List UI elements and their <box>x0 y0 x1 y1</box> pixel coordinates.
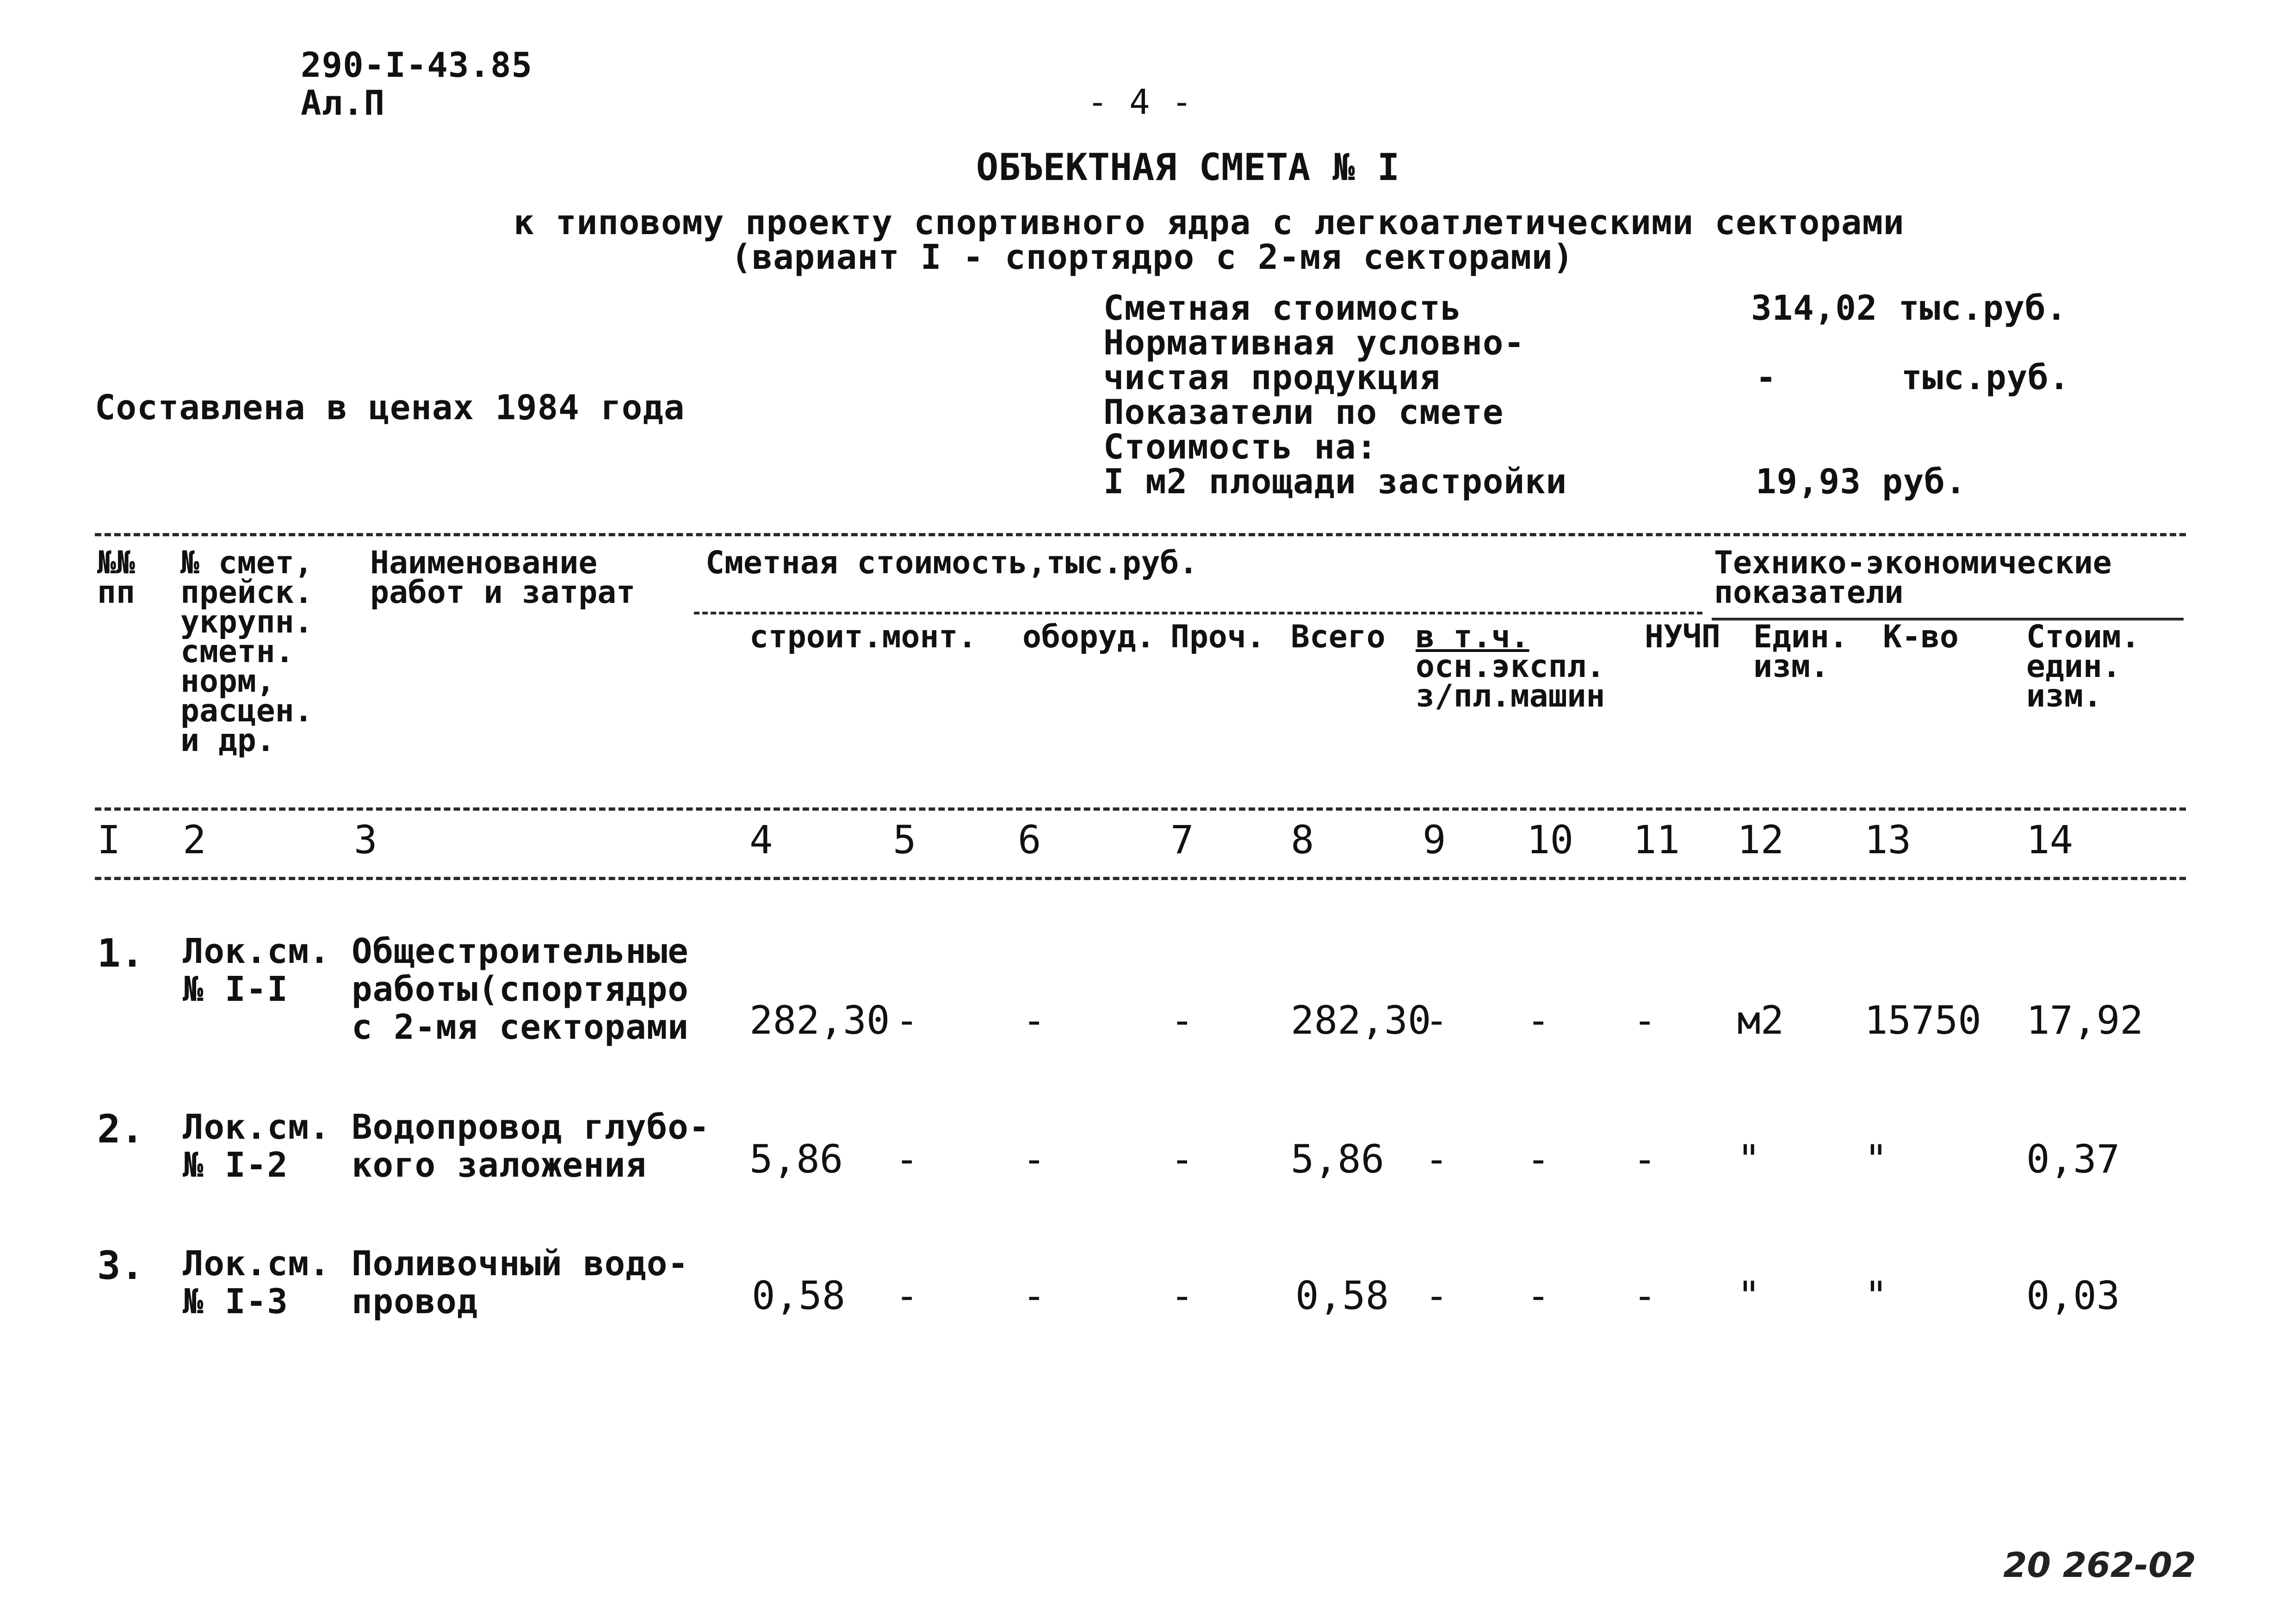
header-proch: Проч. <box>1170 619 1265 655</box>
row-vsego: 0,58 <box>1295 1273 1389 1318</box>
row-quantity: " <box>1864 1136 1888 1182</box>
row-oborud: - <box>1022 1273 1046 1318</box>
header-bottom-rule <box>95 807 2186 811</box>
row-unit: " <box>1737 1136 1761 1182</box>
document-title: ОБЪЕКТНАЯ СМЕТА № I <box>976 146 1400 189</box>
header-col-ref: № смет, прейск. укрупн. сметн. норм, расцен. и др. <box>180 545 313 759</box>
column-numbers-bottom-rule <box>95 877 2186 880</box>
header-col-name: Наименование работ и затрат <box>370 545 636 611</box>
row-col10: - <box>1527 1273 1550 1318</box>
footer-stamp: 20 262-02 <box>2003 1545 2196 1585</box>
header-nuchp: НУЧП <box>1645 619 1720 655</box>
row-estimate-ref: Лок.см. № I-I <box>183 931 330 1009</box>
column-number: 3 <box>354 817 378 862</box>
column-number: 13 <box>1864 817 1912 862</box>
row-work-name: Водопровод глубо- кого заложения <box>352 1107 710 1185</box>
row-vtch: - <box>1425 1136 1448 1182</box>
row-vsego: 5,86 <box>1291 1136 1385 1182</box>
summary-indicators-label: Показатели по смете <box>1103 392 1504 432</box>
compiled-in-prices: Составлена в ценах 1984 года <box>95 388 685 428</box>
header-group-tech: Технико-экономические показатели <box>1714 545 2112 611</box>
summary-cost-value: 314,02 тыс.руб. <box>1751 288 2067 328</box>
row-unit-cost: 0,03 <box>2026 1273 2120 1318</box>
row-stroit: 0,58 <box>752 1273 846 1318</box>
album-number: Ал.П <box>301 83 385 123</box>
page-number: - 4 - <box>1087 82 1193 122</box>
row-work-name: Общестроительные работы(спортядро с 2-мя секторами <box>352 931 689 1047</box>
header-kvo: К-во <box>1883 619 1959 655</box>
summary-normative-dash: - <box>1756 358 1777 397</box>
row-proch: - <box>1170 1273 1194 1318</box>
column-number: 6 <box>1018 817 1041 862</box>
summary-cost-label: Сметная стоимость <box>1103 288 1462 328</box>
header-vsego: Всего <box>1291 619 1386 655</box>
row-quantity: " <box>1864 1273 1888 1318</box>
row-number: 3. <box>97 1243 144 1288</box>
summary-normative-unit: тыс.руб. <box>1901 358 2070 397</box>
row-quantity: 15750 <box>1864 998 1981 1043</box>
row-nuchp: - <box>1633 1136 1657 1182</box>
row-estimate-ref: Лок.см. № I-3 <box>183 1244 330 1322</box>
column-number: 2 <box>183 817 206 862</box>
column-number: I <box>97 817 121 862</box>
row-col10: - <box>1527 998 1550 1043</box>
row-unit-cost: 17,92 <box>2026 998 2143 1043</box>
column-number: 9 <box>1423 817 1446 862</box>
row-unit-cost: 0,37 <box>2026 1136 2120 1182</box>
column-number: 5 <box>893 817 916 862</box>
summary-cost-per-label: Стоимость на: <box>1103 427 1378 467</box>
document-subtitle-1: к типовому проекту спортивного ядра с легкоатлетическими секторами <box>514 203 1905 242</box>
row-oborud: - <box>1022 998 1046 1043</box>
table-top-rule <box>95 533 2186 536</box>
column-number: 12 <box>1737 817 1784 862</box>
cost-group-underline <box>694 612 1702 614</box>
row-work-name: Поливочный водо- провод <box>352 1244 689 1322</box>
header-col-no: №№ пп <box>97 545 135 611</box>
document-subtitle-2: (вариант I - спортядро с 2-мя секторами) <box>731 237 1574 277</box>
column-number: 11 <box>1633 817 1680 862</box>
row-oborud: - <box>1022 1136 1046 1182</box>
header-group-cost: Сметная стоимость,тыс.руб. <box>706 545 1198 581</box>
row-mont: - <box>895 1136 919 1182</box>
summary-per-m2-label: I м2 площади застройки <box>1103 462 1567 502</box>
summary-normative-label-1: Нормативная условно- <box>1103 323 1525 363</box>
row-proch: - <box>1170 998 1194 1043</box>
column-number: 7 <box>1170 817 1194 862</box>
row-estimate-ref: Лок.см. № I-2 <box>183 1107 330 1185</box>
header-edin: Един. изм. <box>1753 619 1848 685</box>
header-stroit-mont: строит.монт. <box>749 619 977 655</box>
summary-per-m2-value: 19,93 руб. <box>1756 462 1967 502</box>
header-stoim: Стоим. един. изм. <box>2026 619 2140 714</box>
row-nuchp: - <box>1633 998 1657 1043</box>
column-number: 10 <box>1527 817 1574 862</box>
row-stroit: 282,30 <box>749 998 890 1043</box>
column-number: 14 <box>2026 817 2073 862</box>
row-proch: - <box>1170 1136 1194 1182</box>
row-nuchp: - <box>1633 1273 1657 1318</box>
row-col10: - <box>1527 1136 1550 1182</box>
summary-normative-label-2: чистая продукция <box>1103 358 1441 397</box>
column-number: 4 <box>749 817 773 862</box>
row-vtch: - <box>1425 998 1448 1043</box>
row-mont: - <box>895 1273 919 1318</box>
row-unit: " <box>1737 1273 1761 1318</box>
row-unit: м2 <box>1737 998 1784 1043</box>
row-vsego: 282,30 <box>1291 998 1431 1043</box>
header-oborud: оборуд. <box>1022 619 1155 655</box>
row-number: 2. <box>97 1106 144 1152</box>
column-number: 8 <box>1291 817 1314 862</box>
row-vtch: - <box>1425 1273 1448 1318</box>
header-vt-ch: в т.ч. осн.экспл. з/пл.машин <box>1416 619 1605 714</box>
row-stroit: 5,86 <box>749 1136 843 1182</box>
document-code: 290-I-43.85 <box>301 45 533 85</box>
row-mont: - <box>895 998 919 1043</box>
row-number: 1. <box>97 931 144 976</box>
